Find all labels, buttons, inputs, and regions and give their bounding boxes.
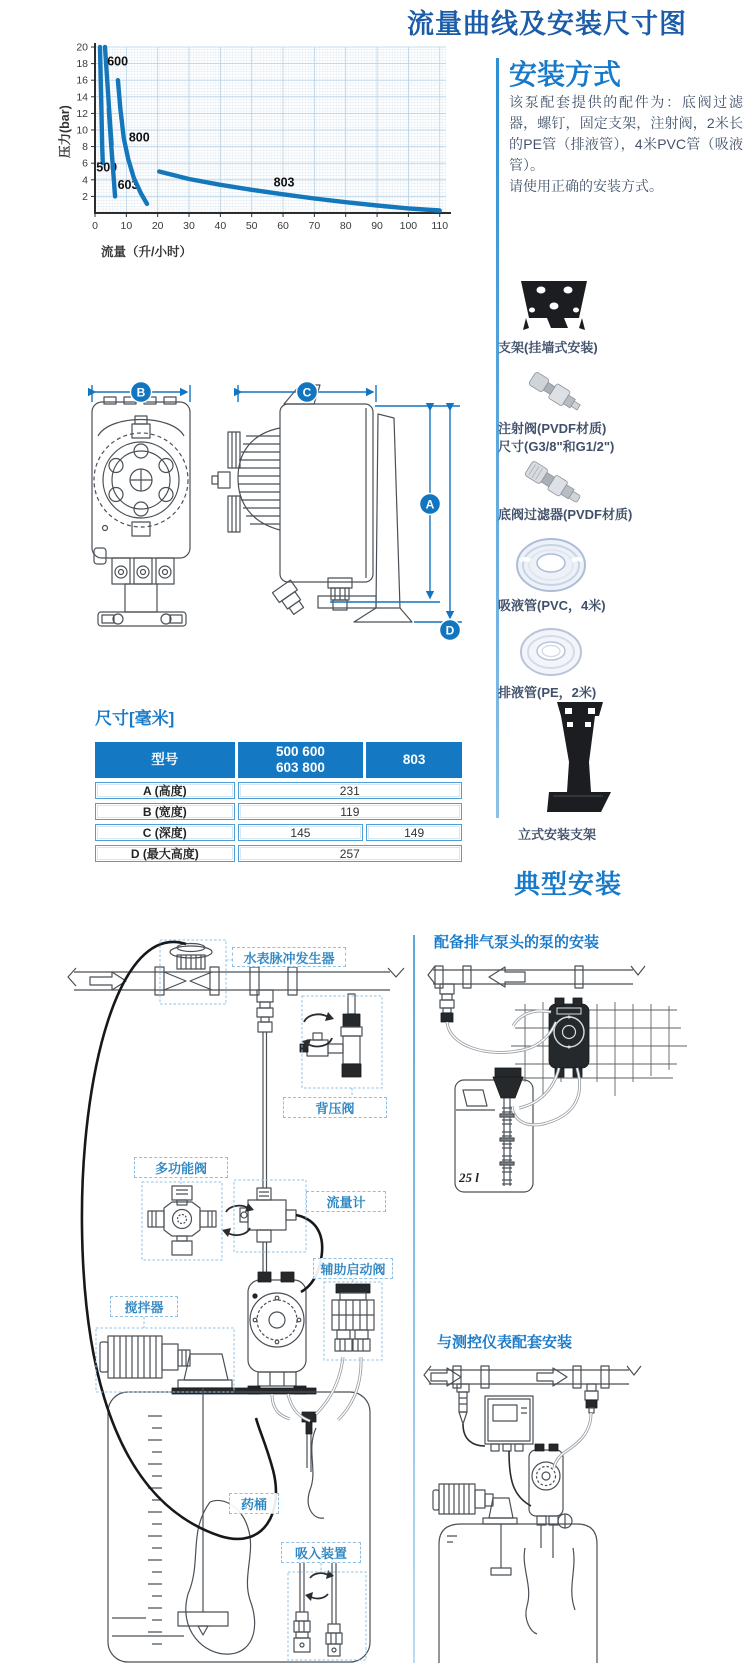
col-header-line1: 500 600 <box>276 744 325 759</box>
label-aux-start-valve: 辅助启动阀 <box>313 1258 393 1279</box>
accessory-label-line2: 尺寸(G3/8"和G1/2") <box>498 439 615 454</box>
svg-text:8: 8 <box>82 141 88 154</box>
col-header-line2: 603 800 <box>276 760 325 775</box>
svg-text:6: 6 <box>82 157 88 170</box>
rotate-icon <box>222 1203 254 1237</box>
dosing-pump-drawing <box>248 1272 306 1394</box>
row-value: 145 <box>238 824 364 841</box>
svg-text:10: 10 <box>76 124 88 137</box>
accessory-label: 立式安装支架 <box>518 827 597 842</box>
suction-tube-coil-icon <box>514 536 588 594</box>
foot-valve-filter-icon <box>520 458 588 510</box>
accessory-label: 底阀过滤器(PVDF材质) <box>498 507 633 522</box>
flow-curve-chart <box>56 38 460 268</box>
can-cap <box>495 1068 521 1077</box>
back-pressure-valve-drawing <box>300 994 362 1077</box>
svg-text:100: 100 <box>399 220 418 232</box>
pump-side-view <box>212 385 412 622</box>
install-method-body: 该泵配套提供的配件为：底阀过滤器，螺钉，固定支架，注射阀，2米长的PE管（排液管），4米PVC管（吸液管）。 <box>509 94 743 173</box>
badge-D: D <box>445 623 455 638</box>
table-row <box>95 803 462 820</box>
label-water-meter: 水表脉冲发生器 <box>232 947 346 967</box>
row-value: 231 <box>238 782 462 799</box>
controller-install-diagram <box>425 1358 745 1663</box>
svg-text:10: 10 <box>120 220 133 232</box>
row-value: 119 <box>238 803 462 820</box>
label-flow-meter: 流量计 <box>306 1191 386 1212</box>
row-value: 149 <box>366 824 462 841</box>
svg-text:2: 2 <box>82 190 88 203</box>
water-meter-drawing <box>164 944 212 991</box>
row-label: D (最大高度) <box>95 845 235 862</box>
y-axis-label: 压力(bar) <box>58 105 72 158</box>
svg-text:110: 110 <box>431 220 449 232</box>
badge-A: A <box>425 497 435 512</box>
flow-direction-arrow <box>431 1368 461 1386</box>
aux-start-valve-drawing <box>332 1284 374 1351</box>
accessory-label: 吸液管(PVC，4米) <box>498 598 606 613</box>
can-volume-label: 25 l <box>459 1170 479 1185</box>
injection-valve-icon <box>520 366 588 418</box>
flow-direction-arrow <box>537 1368 567 1386</box>
svg-text:16: 16 <box>76 74 88 87</box>
table-row <box>95 845 462 862</box>
wall-pump-drawing <box>549 998 589 1077</box>
label-multifunction-valve: 多功能阀 <box>134 1157 228 1178</box>
wall-bracket-icon <box>518 278 590 334</box>
mounting-shelf <box>172 1388 316 1394</box>
label-mixer: 搅拌器 <box>110 1296 178 1317</box>
rotate-icon <box>305 1570 334 1601</box>
table-row <box>95 782 462 799</box>
degassing-install-heading: 配备排气泵头的泵的安装 <box>434 934 600 951</box>
discharge-tube-black <box>296 1215 322 1292</box>
rotate-icon <box>302 1012 334 1048</box>
badge-B: B <box>136 385 146 400</box>
svg-text:80: 80 <box>339 220 352 232</box>
curve-label-603: 603 <box>117 177 139 192</box>
curve-label-600: 600 <box>107 54 129 69</box>
dimensions-table <box>95 742 462 866</box>
svg-text:20: 20 <box>76 41 88 54</box>
label-suction-device: 吸入装置 <box>281 1542 361 1563</box>
accessory-label: 注射阀(PVDF材质) <box>498 421 607 436</box>
typical-install-heading: 典型安装 <box>513 869 622 899</box>
install-method-heading: 安装方式 <box>509 59 622 90</box>
curve-label-803: 803 <box>273 175 295 190</box>
degassing-install-diagram <box>425 958 745 1293</box>
row-label: C (深度) <box>95 824 235 841</box>
pump-dimension-drawings <box>78 372 473 662</box>
table-row <box>95 824 462 841</box>
sensor-probe-drawing <box>457 1384 469 1424</box>
vertical-divider-bottom <box>413 935 415 1663</box>
label-chemical-tank: 药桶 <box>229 1493 279 1514</box>
svg-text:18: 18 <box>76 58 88 71</box>
tank-drawing <box>439 1514 597 1663</box>
col-header-model: 型号 <box>95 742 235 778</box>
injection-valve-drawing <box>585 1384 598 1413</box>
discharge-tube-coil-icon <box>518 626 584 678</box>
install-method-note: 请使用正确的安装方式。 <box>509 178 663 194</box>
can-mouth-fitting <box>493 1077 523 1098</box>
row-label: A (高度) <box>95 782 235 799</box>
svg-text:40: 40 <box>214 220 227 232</box>
wall-grid <box>511 1002 687 1098</box>
svg-text:14: 14 <box>76 91 88 104</box>
controller-box-drawing <box>485 1396 533 1451</box>
svg-text:70: 70 <box>308 220 321 232</box>
chemical-tank-drawing <box>108 1388 370 1662</box>
label-back-pressure-valve: 背压阀 <box>283 1097 387 1118</box>
svg-text:12: 12 <box>76 107 88 120</box>
curve-label-800: 800 <box>128 130 150 145</box>
row-label: B (宽度) <box>95 803 235 820</box>
svg-text:50: 50 <box>245 220 258 232</box>
curve-label-500: 500 <box>96 160 118 175</box>
controller-install-heading: 与测控仪表配套安装 <box>437 1334 573 1351</box>
multifunction-valve-drawing <box>148 1186 216 1255</box>
accessory-label: 排液管(PE，2米) <box>498 685 597 700</box>
mixer-motor-drawing <box>100 1336 232 1388</box>
col-header-models-small <box>238 742 364 778</box>
svg-text:60: 60 <box>277 220 289 232</box>
probe-cable <box>463 1424 485 1446</box>
pump-front-view <box>92 397 190 626</box>
floor-stand-icon <box>543 700 617 822</box>
svg-text:20: 20 <box>151 220 164 232</box>
svg-text:30: 30 <box>183 220 195 232</box>
row-value: 257 <box>238 845 462 862</box>
mixer-motor-drawing <box>433 1484 517 1524</box>
svg-text:4: 4 <box>82 174 88 187</box>
accessory-label: 支架(挂墙式安装) <box>498 340 598 355</box>
pump-cable <box>509 1451 531 1506</box>
dimensions-heading: 尺寸[毫米] <box>95 709 175 728</box>
x-axis-label: 流量（升/小时） <box>101 245 192 259</box>
svg-text:90: 90 <box>371 220 383 232</box>
svg-text:0: 0 <box>92 220 98 232</box>
curve-500 <box>100 47 103 163</box>
badge-C: C <box>302 385 312 400</box>
flow-meter-drawing <box>240 1188 296 1280</box>
table-header-row <box>95 742 462 778</box>
page-title: 流量曲线及安装尺寸图 <box>407 9 687 39</box>
col-header-803: 803 <box>366 742 462 778</box>
